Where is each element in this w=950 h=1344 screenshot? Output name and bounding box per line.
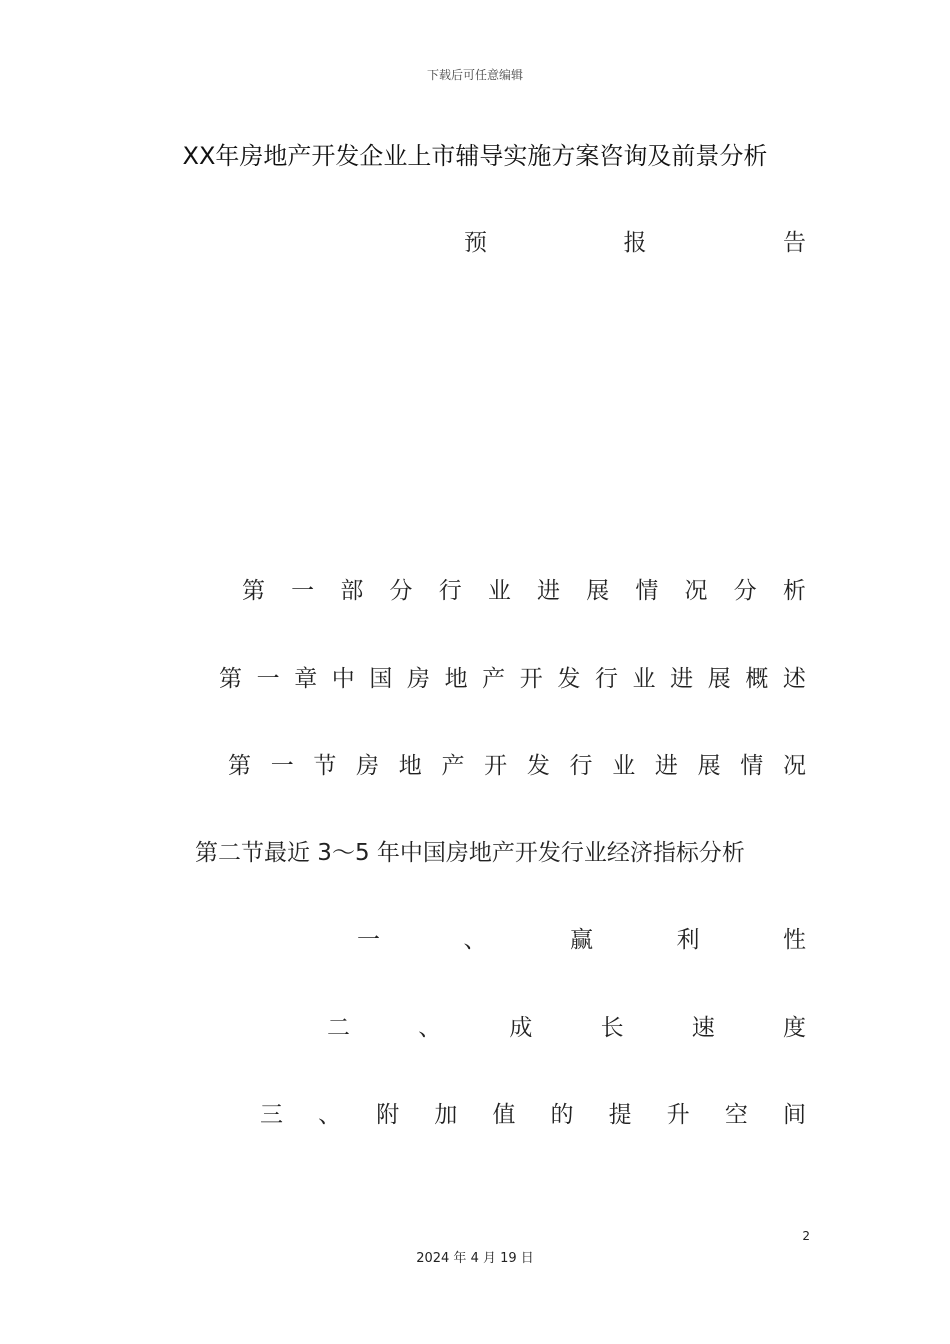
spread-char: 告 [783,230,806,256]
spread-char: 房 [356,753,380,779]
header-note: 下载后可任意编辑 [426,68,523,82]
spread-char: 房 [406,666,430,692]
spread-char: 章 [294,666,318,692]
spread-char: 二 [327,1015,350,1041]
spread-char: 况 [684,578,708,604]
page-number: 2 [802,1229,810,1243]
spread-char: 业 [632,666,656,692]
spread-char: 空 [724,1102,748,1128]
spread-char: 、 [418,1015,442,1041]
spread-char: 况 [782,753,806,779]
toc-section-2: 第二节最近 3～5 年中国房地产开发行业经济指标分析 [195,840,745,866]
spread-char: 产 [441,753,465,779]
spread-char: 一 [291,578,315,604]
spread-char: 提 [608,1102,632,1128]
spread-char: 一 [256,666,280,692]
toc-chapter-1 [219,660,806,693]
spread-char: 国 [369,666,393,692]
spread-char: 行 [438,578,462,604]
spread-char: 概 [745,666,769,692]
toc-part-1 [242,572,806,605]
spread-char: 三 [260,1102,283,1128]
spread-char: 一 [270,753,294,779]
spread-char: 长 [600,1015,624,1041]
spread-char: 报 [623,230,647,256]
spread-char: 开 [519,666,543,692]
spread-char: 成 [509,1015,533,1041]
document-title: XX年房地产开发企业上市辅导实施方案咨询及前景分析 [182,142,768,170]
spread-char: 一 [357,927,380,953]
toc-item-3 [260,1096,806,1129]
spread-char: 分 [733,578,757,604]
spread-char: 展 [586,578,610,604]
spread-char: 展 [697,753,721,779]
toc-item-1 [357,921,806,954]
spread-char: 展 [707,666,731,692]
spread-char: 性 [783,927,806,953]
spread-char: 中 [331,666,355,692]
spread-char: 述 [782,666,806,692]
spread-char: 业 [612,753,636,779]
spread-char: 速 [691,1015,715,1041]
spread-char: 加 [434,1102,458,1128]
spread-char: 节 [313,753,337,779]
spread-char: 预 [464,230,487,256]
spread-char: 赢 [570,927,593,953]
subtitle-line [464,224,806,257]
spread-char: 分 [389,578,413,604]
spread-char: 地 [444,666,468,692]
spread-char: 第 [228,753,251,779]
toc-item-2 [327,1009,806,1042]
spread-char: 进 [654,753,678,779]
spread-char: 行 [594,666,618,692]
spread-char: 、 [463,927,487,953]
spread-char: 行 [569,753,593,779]
toc-section-1 [228,747,806,780]
spread-char: 附 [376,1102,400,1128]
spread-char: 度 [782,1015,806,1041]
spread-char: 第 [242,578,265,604]
spread-char: 地 [398,753,422,779]
spread-char: 的 [550,1102,574,1128]
spread-char: 情 [635,578,659,604]
spread-char: 间 [782,1102,806,1128]
spread-char: 析 [782,578,806,604]
spread-char: 升 [666,1102,690,1128]
spread-char: 值 [492,1102,516,1128]
spread-char: 利 [676,927,700,953]
spread-char: 进 [670,666,694,692]
spread-char: 第 [219,666,242,692]
spread-char: 进 [537,578,561,604]
spread-char: 部 [340,578,364,604]
footer-date: 2024 年 4 月 19 日 [416,1251,534,1266]
spread-char: 开 [484,753,508,779]
spread-char: 发 [557,666,581,692]
spread-char: 业 [487,578,511,604]
spread-char: 、 [318,1102,342,1128]
spread-char: 发 [526,753,550,779]
spread-char: 产 [482,666,506,692]
spread-char: 情 [740,753,764,779]
